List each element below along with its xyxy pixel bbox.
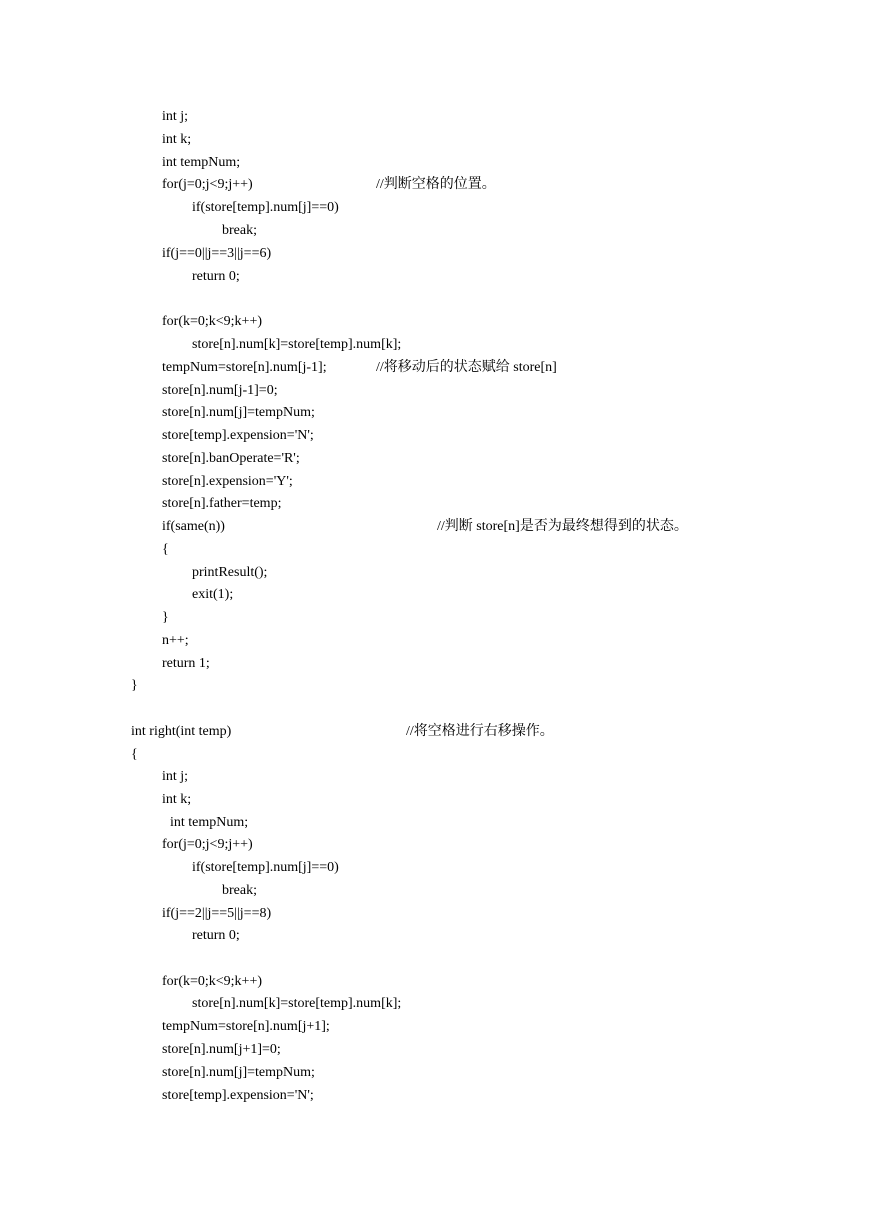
code-line: n++;	[162, 633, 189, 648]
code-line: store[n].num[j+1]=0;	[162, 1042, 281, 1057]
code-line: {	[162, 542, 169, 557]
code-line: tempNum=store[n].num[j+1];	[162, 1019, 330, 1034]
code-line: int j;	[162, 109, 189, 124]
code-line: store[temp].expension='N';	[162, 428, 314, 443]
code-line: int k;	[162, 132, 192, 147]
code-line: return 0;	[192, 269, 240, 284]
code-line: store[n].num[k]=store[temp].num[k];	[192, 996, 402, 1011]
code-line: if(store[temp].num[j]==0)	[192, 860, 339, 875]
code-comment: //将移动后的状态赋给 store[n]	[376, 360, 557, 375]
code-line: store[n].num[j]=tempNum;	[162, 1065, 315, 1080]
code-line: store[n].num[k]=store[temp].num[k];	[192, 337, 402, 352]
code-comment: //将空格进行右移操作。	[406, 724, 554, 739]
code-line: for(k=0;k<9;k++)	[162, 974, 263, 989]
code-line: int right(int temp)	[131, 724, 232, 739]
code-line: break;	[222, 223, 257, 238]
code-line: for(k=0;k<9;k++)	[162, 314, 263, 329]
code-line: break;	[222, 883, 257, 898]
code-line: return 1;	[162, 656, 210, 671]
code-comment: //判断空格的位置。	[376, 177, 496, 192]
code-line: int k;	[162, 792, 192, 807]
code-line: }	[162, 610, 169, 625]
code-comment: //判断 store[n]是否为最终想得到的状态。	[437, 519, 688, 534]
code-line: if(same(n))	[162, 519, 225, 534]
code-line: if(store[temp].num[j]==0)	[192, 200, 339, 215]
code-line: int tempNum;	[162, 155, 241, 170]
code-line: store[n].banOperate='R';	[162, 451, 300, 466]
code-line: store[n].expension='Y';	[162, 474, 293, 489]
code-line: return 0;	[192, 928, 240, 943]
code-line: exit(1);	[192, 587, 234, 602]
code-line: int tempNum;	[170, 815, 249, 830]
code-line: store[n].father=temp;	[162, 496, 282, 511]
code-line: if(j==0||j==3||j==6)	[162, 246, 272, 261]
code-line: store[n].num[j-1]=0;	[162, 383, 278, 398]
code-line: }	[131, 678, 138, 693]
code-line: printResult();	[192, 565, 268, 580]
code-line: for(j=0;j<9;j++)	[162, 177, 253, 192]
code-line: tempNum=store[n].num[j-1];	[162, 360, 327, 375]
code-line: if(j==2||j==5||j==8)	[162, 906, 272, 921]
code-line: int j;	[162, 769, 189, 784]
code-line: store[n].num[j]=tempNum;	[162, 405, 315, 420]
code-line: store[temp].expension='N';	[162, 1088, 314, 1103]
code-line: for(j=0;j<9;j++)	[162, 837, 253, 852]
code-line: {	[131, 747, 138, 762]
